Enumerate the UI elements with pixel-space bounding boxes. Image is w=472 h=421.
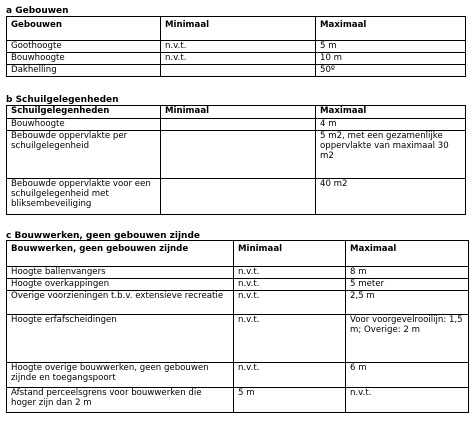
table-header-row <box>7 241 469 267</box>
table-cell: Goothoogte <box>7 41 161 53</box>
table-cell: 4 m <box>316 119 466 131</box>
table-cell <box>161 65 316 77</box>
table-cell: n.v.t. <box>234 291 346 315</box>
column-header: Minimaal <box>161 17 316 41</box>
table-cell: 5 m <box>316 41 466 53</box>
column-header: Minimaal <box>161 106 316 119</box>
table-row <box>7 388 469 413</box>
table-cell: 5 m2, met een gezamenlijke oppervlakte van maximaal 30 m2 <box>316 131 466 179</box>
column-header: Gebouwen <box>7 17 161 41</box>
column-header: Maximaal <box>316 17 466 41</box>
table-row <box>7 315 469 363</box>
table-cell <box>161 131 316 179</box>
table-cell: n.v.t. <box>234 267 346 279</box>
table-cell: 2,5 m <box>346 291 469 315</box>
table-cell: Bebouwde oppervlakte voor een schuilgelegenheid met bliksembeveiliging <box>7 179 161 215</box>
table-cell: n.v.t. <box>161 41 316 53</box>
table-row <box>7 131 466 179</box>
table-cell: 40 m2 <box>316 179 466 215</box>
column-header: Maximaal <box>346 241 469 267</box>
column-header: Schuilgelegenheden <box>7 106 161 119</box>
table-cell: Bebouwde oppervlakte per schuilgelegenheid <box>7 131 161 179</box>
table-row <box>7 279 469 291</box>
table-header-row <box>7 17 466 41</box>
table-cell: n.v.t. <box>346 388 469 413</box>
column-header: Minimaal <box>234 241 346 267</box>
table-cell: 8 m <box>346 267 469 279</box>
table-cell: n.v.t. <box>161 53 316 65</box>
table-cell: 6 m <box>346 363 469 388</box>
table-row <box>7 53 466 65</box>
table-row <box>7 65 466 77</box>
table-row <box>7 41 466 53</box>
table-cell: n.v.t. <box>234 279 346 291</box>
table-header-row <box>7 106 466 119</box>
table-cell: 10 m <box>316 53 466 65</box>
table-cell: n.v.t. <box>234 363 346 388</box>
table-row <box>7 363 469 388</box>
table-row <box>7 267 469 279</box>
table-gebouwen <box>6 16 466 77</box>
table-schuilgelegenheden <box>6 105 466 215</box>
table-cell: 50º <box>316 65 466 77</box>
table-cell: Overige voorzieningen t.b.v. extensieve recreatie <box>7 291 234 315</box>
table-cell: 5 meter <box>346 279 469 291</box>
table-cell: Afstand perceelsgrens voor bouwwerken die hoger zijn dan 2 m <box>7 388 234 413</box>
table-cell: 5 m <box>234 388 346 413</box>
table-cell: Hoogte overkappingen <box>7 279 234 291</box>
table-cell <box>161 179 316 215</box>
table-cell: Hoogte erfafscheidingen <box>7 315 234 363</box>
section-title-b: b Schuilgelegenheden <box>6 95 119 105</box>
table-row <box>7 119 466 131</box>
table-cell: Voor voorgevelrooilijn: 1,5 m; Overige: 2 m <box>346 315 469 363</box>
table-cell: n.v.t. <box>234 315 346 363</box>
table-cell: Dakhelling <box>7 65 161 77</box>
section-title-c: c Bouwwerken, geen gebouwen zijnde <box>6 231 200 241</box>
table-cell: Bouwhoogte <box>7 119 161 131</box>
table-bouwwerken <box>6 240 469 413</box>
section-title-a: a Gebouwen <box>6 6 69 16</box>
table-row <box>7 179 466 215</box>
table-row <box>7 291 469 315</box>
table-cell <box>161 119 316 131</box>
table-cell: Bouwhoogte <box>7 53 161 65</box>
table-cell: Hoogte overige bouwwerken, geen gebouwen zijnde en toegangspoort <box>7 363 234 388</box>
table-cell: Hoogte ballenvangers <box>7 267 234 279</box>
column-header: Maximaal <box>316 106 466 119</box>
column-header: Bouwwerken, geen gebouwen zijnde <box>7 241 234 267</box>
